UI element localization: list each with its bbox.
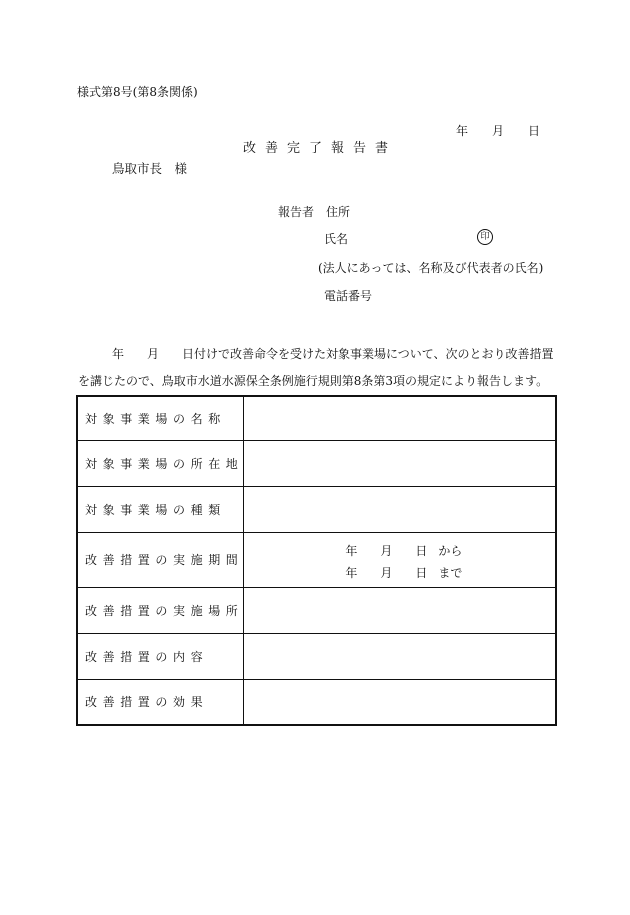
table-row	[77, 440, 556, 486]
table-row	[77, 532, 556, 587]
table-row	[77, 396, 556, 440]
period-to-line	[244, 560, 555, 582]
reporter-address-label: 報告者 住所	[278, 205, 351, 219]
implementation-place-field[interactable]	[244, 587, 556, 633]
table-row	[77, 679, 556, 725]
row-label-implementation-period: 改善措置の実施期間	[77, 532, 244, 587]
period-to-day: 日	[415, 565, 428, 580]
body-month-label: 月	[147, 347, 160, 361]
period-from-line	[244, 538, 555, 560]
measure-effect-field[interactable]	[244, 679, 556, 725]
row-label-facility-location: 対象事業場の所在地	[77, 440, 244, 486]
body-year-label: 年	[112, 347, 125, 361]
seal-mark: 印	[477, 229, 493, 245]
period-from-suffix: から	[438, 543, 463, 558]
table-row	[77, 486, 556, 532]
period-to-month: 月	[380, 565, 393, 580]
period-to-year: 年	[345, 565, 358, 580]
body-text-line1: 日付けで改善命令を受けた対象事業場について、次のとおり改善措置	[182, 347, 554, 361]
row-label-measure-effect: 改善措置の効果	[77, 679, 244, 725]
corporation-note: (法人にあっては、名称及び代表者の氏名)	[318, 261, 544, 275]
phone-number-label: 電話番号	[324, 289, 373, 303]
row-label-measure-content: 改善措置の内容	[77, 633, 244, 679]
facility-location-field[interactable]	[244, 440, 556, 486]
period-from-day: 日	[415, 543, 428, 558]
body-text-line2: を講じたので、鳥取市水道水源保全条例施行規則第8条第3項の規定により報告します。	[78, 374, 549, 388]
implementation-period-field[interactable]	[244, 532, 556, 587]
date-year-label: 年	[456, 124, 469, 138]
period-from-year: 年	[345, 543, 358, 558]
form-number: 様式第8号(第8条関係)	[77, 85, 198, 99]
table-row	[77, 633, 556, 679]
table-row	[77, 587, 556, 633]
date-day-label: 日	[528, 124, 541, 138]
row-label-implementation-place: 改善措置の実施場所	[77, 587, 244, 633]
facility-name-field[interactable]	[244, 396, 556, 440]
row-label-facility-name: 対象事業場の名称	[77, 396, 244, 440]
date-month-label: 月	[492, 124, 505, 138]
document-title: 改善完了報告書	[243, 141, 398, 156]
period-to-suffix: まで	[438, 565, 463, 580]
measure-content-field[interactable]	[244, 633, 556, 679]
reporter-name-label: 氏名	[324, 232, 349, 246]
row-label-facility-type: 対象事業場の種類	[77, 486, 244, 532]
period-from-month: 月	[380, 543, 393, 558]
facility-type-field[interactable]	[244, 486, 556, 532]
report-table	[76, 395, 557, 726]
addressee: 鳥取市長 様	[112, 161, 188, 176]
